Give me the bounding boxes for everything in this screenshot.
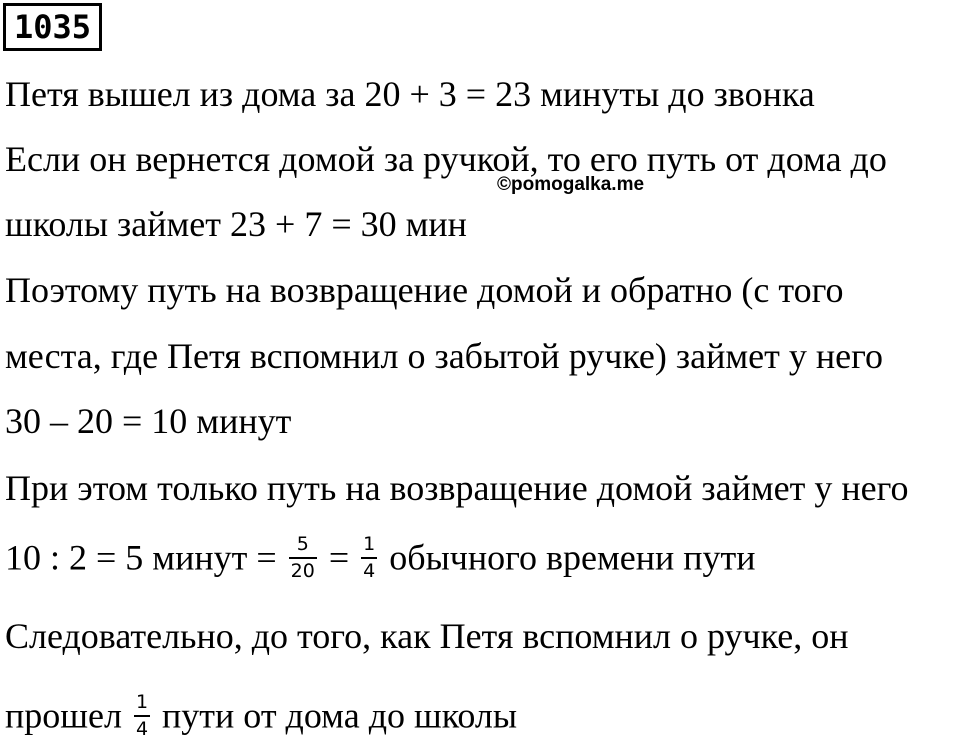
solution-line-7: При этом только путь на возвращение домой займет у него xyxy=(5,468,909,508)
fraction-numerator: 1 xyxy=(134,692,150,717)
line8-before-text: 10 : 2 = 5 минут = xyxy=(5,537,286,578)
solution-line-9: Следовательно, до того, как Петя вспомнил о ручке, он xyxy=(5,616,849,656)
watermark: ©pomogalka.me xyxy=(497,174,645,195)
fraction-5-20 xyxy=(289,534,317,583)
line10-after-text: пути от дома до школы xyxy=(153,695,518,736)
fraction-denominator: 4 xyxy=(363,559,376,582)
fraction-denominator: 4 xyxy=(135,717,149,740)
fraction-denominator: 20 xyxy=(290,559,315,582)
line10-before-text: прошел xyxy=(5,695,131,736)
solution-line-3: школы займет 23 + 7 = 30 мин xyxy=(5,204,467,244)
solution-line-4: Поэтому путь на возвращение домой и обратно (с того xyxy=(5,270,844,310)
fraction-1-4 xyxy=(134,692,150,741)
equals-sign: = xyxy=(319,537,359,578)
solution-line-1: Петя вышел из дома за 20 + 3 = 23 минуты до звонка xyxy=(5,74,815,114)
solution-line-8 xyxy=(5,533,756,586)
solution-line-6: 30 – 20 = 10 минут xyxy=(5,401,292,441)
fraction-1-4 xyxy=(361,534,377,583)
fraction-numerator: 1 xyxy=(361,534,377,559)
solution-line-10 xyxy=(5,691,518,744)
fraction-numerator: 5 xyxy=(289,534,317,559)
line8-after-text: обычного времени пути xyxy=(380,537,756,578)
problem-number: 1035 xyxy=(3,3,102,51)
solution-line-5: места, где Петя вспомнил о забытой ручке) займет у него xyxy=(5,336,883,376)
solution-line-2: Если он вернется домой за ручкой, то его путь от дома до xyxy=(5,139,887,179)
